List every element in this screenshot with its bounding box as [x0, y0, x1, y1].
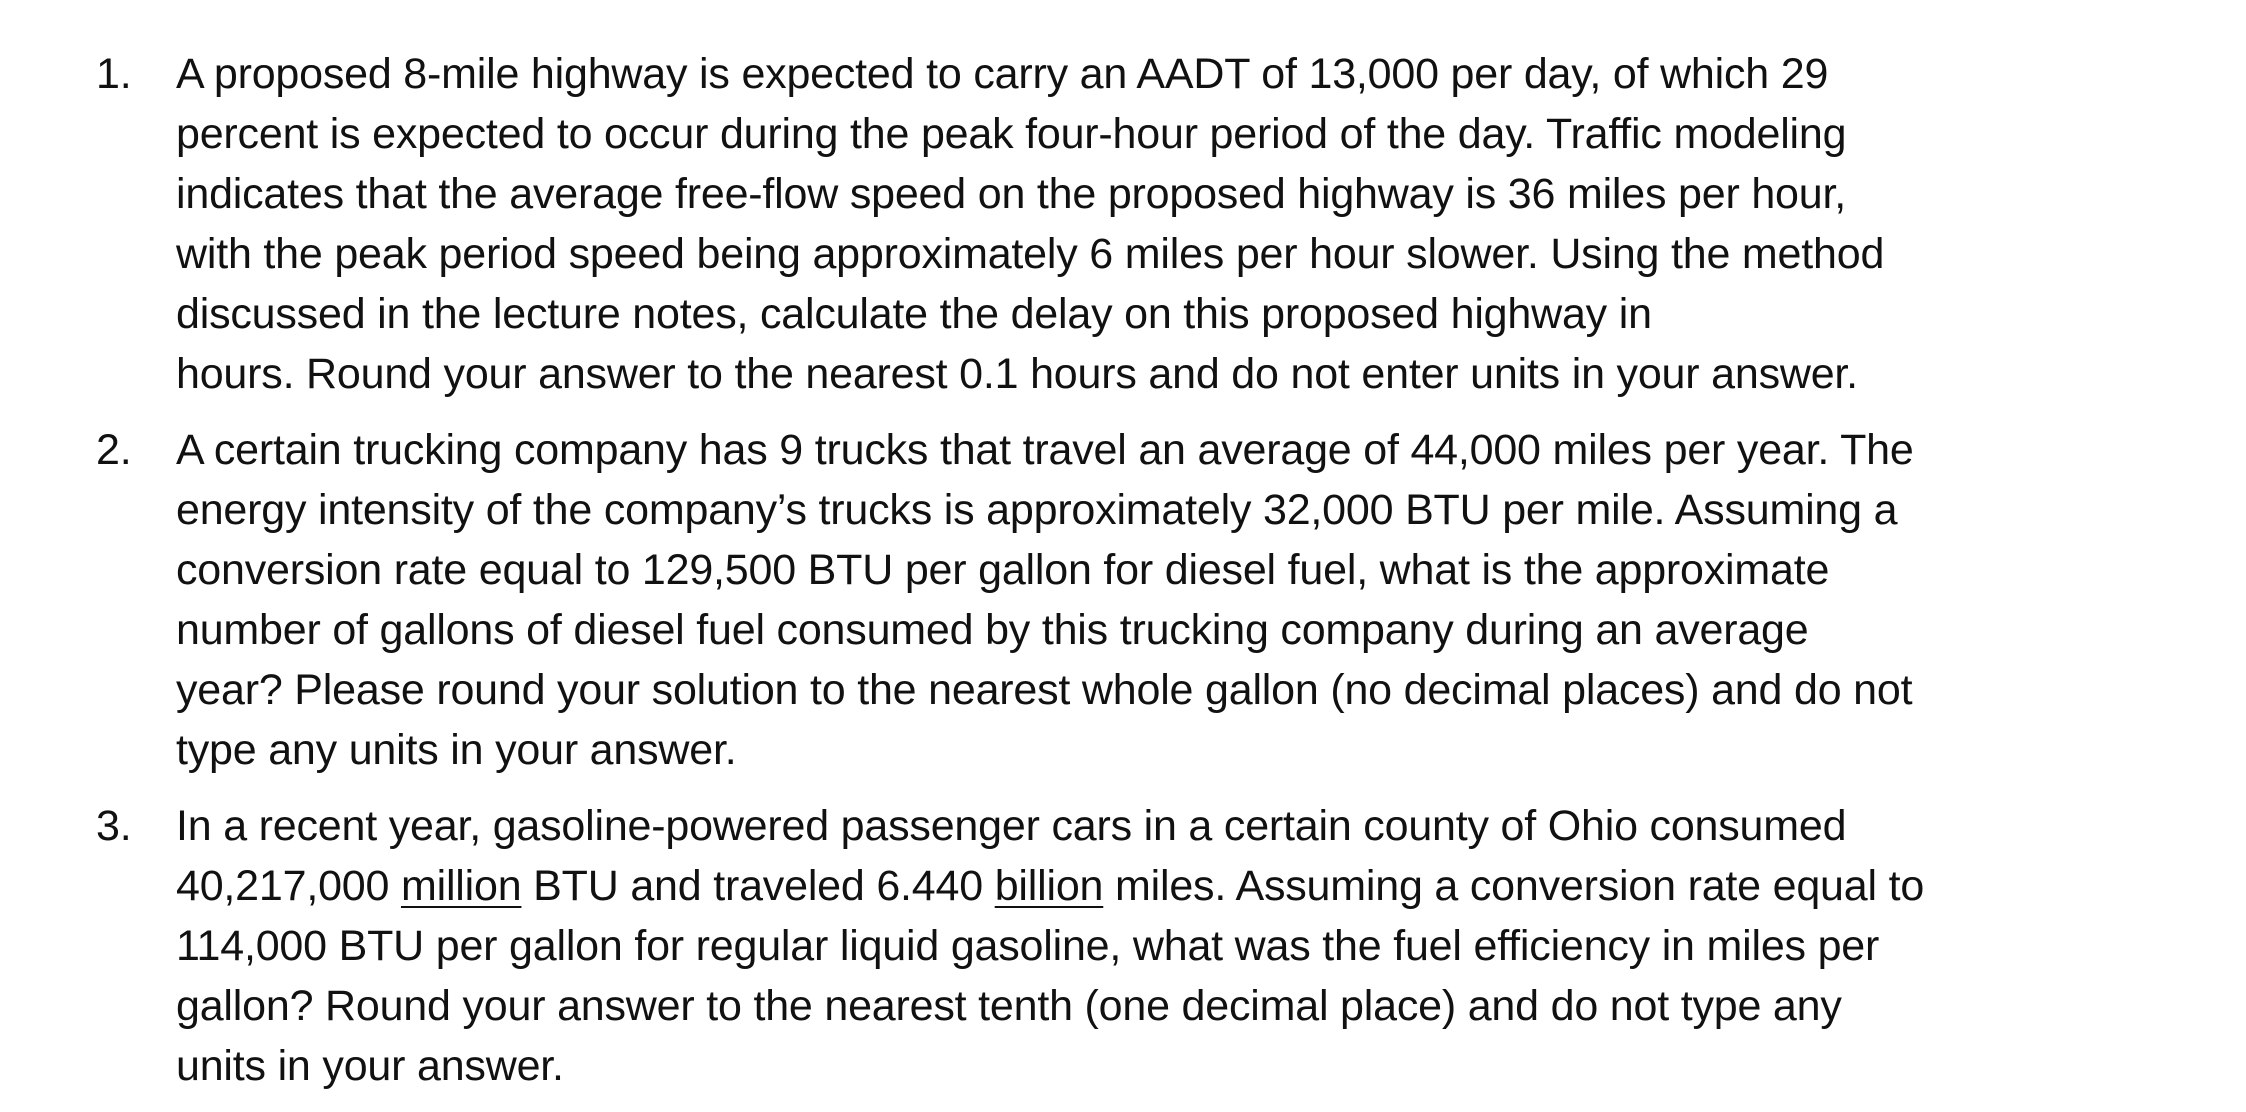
question-text: [176, 796, 2096, 1096]
text-run: 40,217,000: [176, 862, 401, 910]
text-line: units in your answer.: [176, 1042, 564, 1090]
text-line: A proposed 8-mile highway is expected to carry an AADT of 13,000 per day, of which 29: [176, 50, 1829, 98]
question-number: 1.: [96, 50, 132, 98]
text-line: gallon? Round your answer to the nearest tenth (one decimal place) and do not type any: [176, 982, 1842, 1030]
text-line: indicates that the average free-flow speed on the proposed highway is 36 miles per hour,: [176, 170, 1846, 218]
text-line: number of gallons of diesel fuel consumed by this trucking company during an average: [176, 606, 1809, 654]
text-line: type any units in your answer.: [176, 726, 737, 774]
question-text: [176, 44, 2096, 404]
text-line: hours. Round your answer to the nearest 0.1 hours and do not enter units in your answer.: [176, 350, 1858, 398]
text-line: discussed in the lecture notes, calculate the delay on this proposed highway in: [176, 290, 1652, 338]
text-line: conversion rate equal to 129,500 BTU per gallon for diesel fuel, what is the approximate: [176, 546, 1830, 594]
question-3: [96, 796, 2096, 1096]
text-line: [176, 856, 2096, 916]
underlined-word: billion: [994, 862, 1104, 910]
text-line: A certain trucking company has 9 trucks that travel an average of 44,000 miles per year. The: [176, 426, 1914, 474]
text-line: with the peak period speed being approximately 6 miles per hour slower. Using the method: [176, 230, 1885, 278]
text-line: 114,000 BTU per gallon for regular liquid gasoline, what was the fuel efficiency in miles per: [176, 922, 1880, 970]
underlined-word: million: [400, 862, 522, 910]
question-number: 3.: [96, 802, 132, 850]
question-text: [176, 420, 2096, 780]
text-run: miles. Assuming a conversion rate equal to: [1103, 862, 1925, 910]
text-line: energy intensity of the company’s trucks is approximately 32,000 BTU per mile. Assuming a: [176, 486, 1898, 534]
question-list: [96, 44, 2096, 1112]
text-line: In a recent year, gasoline-powered passenger cars in a certain county of Ohio consumed: [176, 802, 1847, 850]
text-line: percent is expected to occur during the peak four-hour period of the day. Traffic modeling: [176, 110, 1847, 158]
question-number: 2.: [96, 426, 132, 474]
question-1: [96, 44, 2096, 404]
text-run: BTU and traveled 6.440: [521, 862, 995, 910]
question-2: [96, 420, 2096, 780]
text-line: year? Please round your solution to the nearest whole gallon (no decimal places) and do not: [176, 666, 1913, 714]
